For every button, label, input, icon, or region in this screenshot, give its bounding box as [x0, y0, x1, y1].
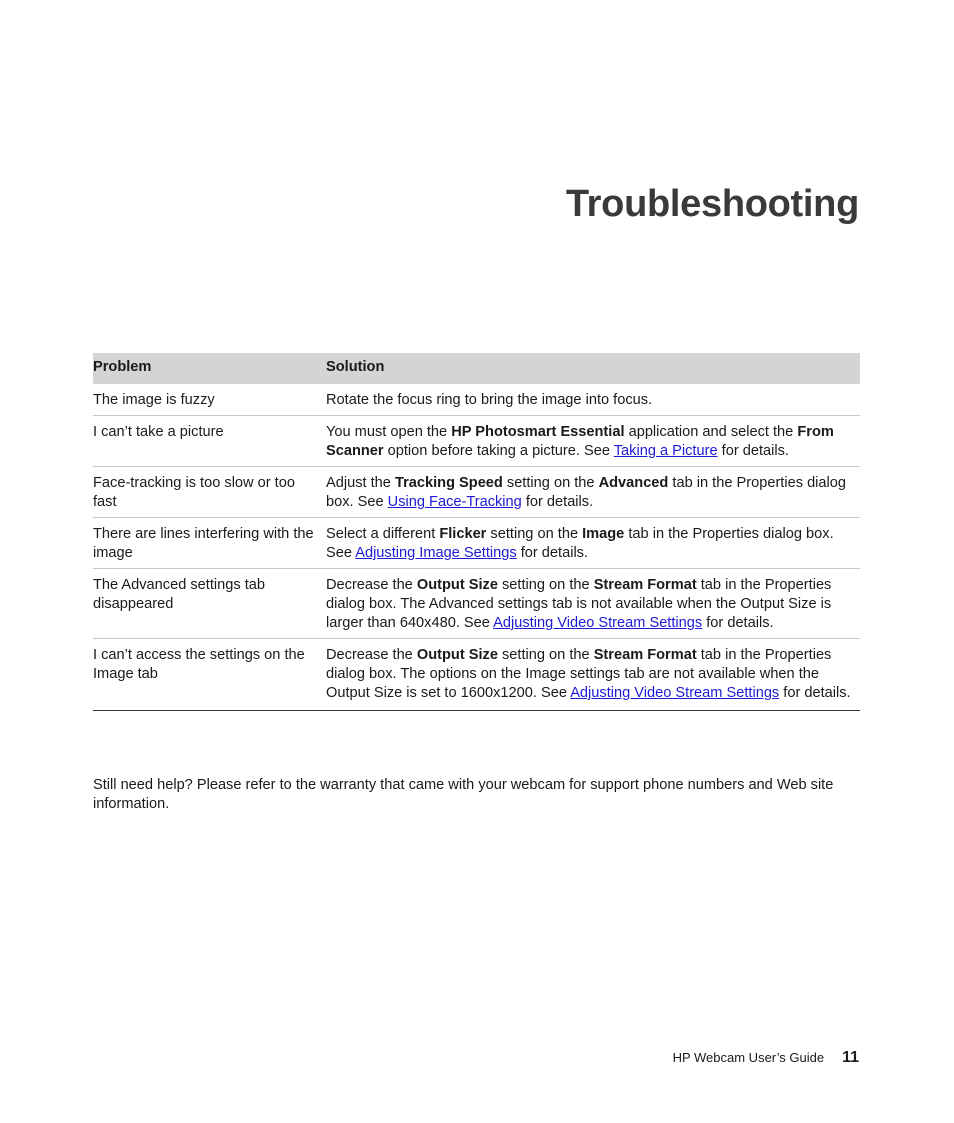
bold-term: Stream Format	[593, 577, 697, 593]
solution-text: setting on the	[502, 475, 599, 491]
cross-reference-link[interactable]: Adjusting Video Stream Settings	[570, 685, 780, 701]
header-problem: Problem	[93, 353, 326, 384]
problem-cell: I can’t take a picture	[93, 416, 326, 467]
solution-text: for details.	[516, 545, 589, 561]
solution-cell	[326, 518, 860, 569]
solution-cell	[326, 569, 860, 639]
solution-cell	[326, 416, 860, 467]
problem-cell: I can’t access the settings on the Image tab	[93, 639, 326, 711]
solution-cell	[326, 639, 860, 711]
solution-text: Select a different	[326, 526, 440, 542]
problem-cell: The image is fuzzy	[93, 384, 326, 416]
solution-text: setting on the	[486, 526, 583, 542]
footer-guide-name: HP Webcam User’s Guide	[672, 1050, 825, 1065]
troubleshooting-table	[93, 353, 860, 711]
cross-reference-link[interactable]: Adjusting Video Stream Settings	[493, 615, 703, 631]
solution-text: tab in the Properties dialog box. The options on the Image settings tab are not available when the Output Size is set to 1600x1200. See	[326, 647, 832, 701]
bold-term: Stream Format	[593, 647, 697, 663]
bold-term: From Scanner	[326, 424, 834, 459]
solution-text: for details.	[717, 443, 789, 459]
solution-text: for details.	[521, 494, 594, 510]
help-text: Still need help? Please refer to the warranty that came with your webcam for support phone numbers and Web site information.	[93, 777, 834, 812]
bold-term: HP Photosmart Essential	[451, 424, 625, 440]
cross-reference-link[interactable]: Adjusting Image Settings	[355, 545, 517, 561]
solution-text: tab in the Properties dialog box. See	[326, 475, 847, 510]
solution-text: tab in the Properties dialog box. The Advanced settings tab is not available when the Output Size is larger than 640x480. See	[326, 577, 832, 631]
bold-term: Output Size	[416, 647, 498, 663]
solution-text: Adjust the	[326, 475, 395, 491]
solution-text: for details.	[779, 685, 851, 701]
problem-cell: There are lines interfering with the image	[93, 518, 326, 569]
bold-term: Output Size	[416, 577, 498, 593]
table-header-row	[93, 353, 860, 384]
solution-text: option before taking a picture. See	[383, 443, 614, 459]
solution-text: Rotate the focus ring to bring the image into focus.	[326, 392, 653, 408]
solution-text: You must open the	[326, 424, 452, 440]
cross-reference-link[interactable]: Using Face-Tracking	[387, 494, 522, 510]
solution-text: setting on the	[497, 577, 594, 593]
solution-cell	[326, 467, 860, 518]
bold-term: Advanced	[598, 475, 669, 491]
solution-text: for details.	[702, 615, 774, 631]
table-row	[93, 639, 860, 711]
table-row	[93, 467, 860, 518]
problem-cell: Face-tracking is too slow or too fast	[93, 467, 326, 518]
page-footer	[673, 1049, 859, 1067]
solution-text: application and select the	[624, 424, 798, 440]
problem-cell: The Advanced settings tab disappeared	[93, 569, 326, 639]
solution-cell	[326, 384, 860, 416]
table-row	[93, 518, 860, 569]
table-row	[93, 569, 860, 639]
cross-reference-link[interactable]: Taking a Picture	[613, 443, 718, 459]
solution-text: Decrease the	[326, 577, 417, 593]
solution-text: Decrease the	[326, 647, 417, 663]
header-solution: Solution	[326, 353, 860, 384]
solution-text: tab in the Properties dialog box. See	[326, 526, 834, 561]
solution-text: setting on the	[497, 647, 594, 663]
table-body	[93, 384, 860, 711]
bold-term: Image	[582, 526, 625, 542]
table-row	[93, 416, 860, 467]
bold-term: Tracking Speed	[394, 475, 503, 491]
table-row	[93, 384, 860, 416]
bold-term: Flicker	[439, 526, 487, 542]
footer-page-number: 11	[842, 1049, 859, 1066]
page-title: Troubleshooting	[565, 183, 859, 225]
